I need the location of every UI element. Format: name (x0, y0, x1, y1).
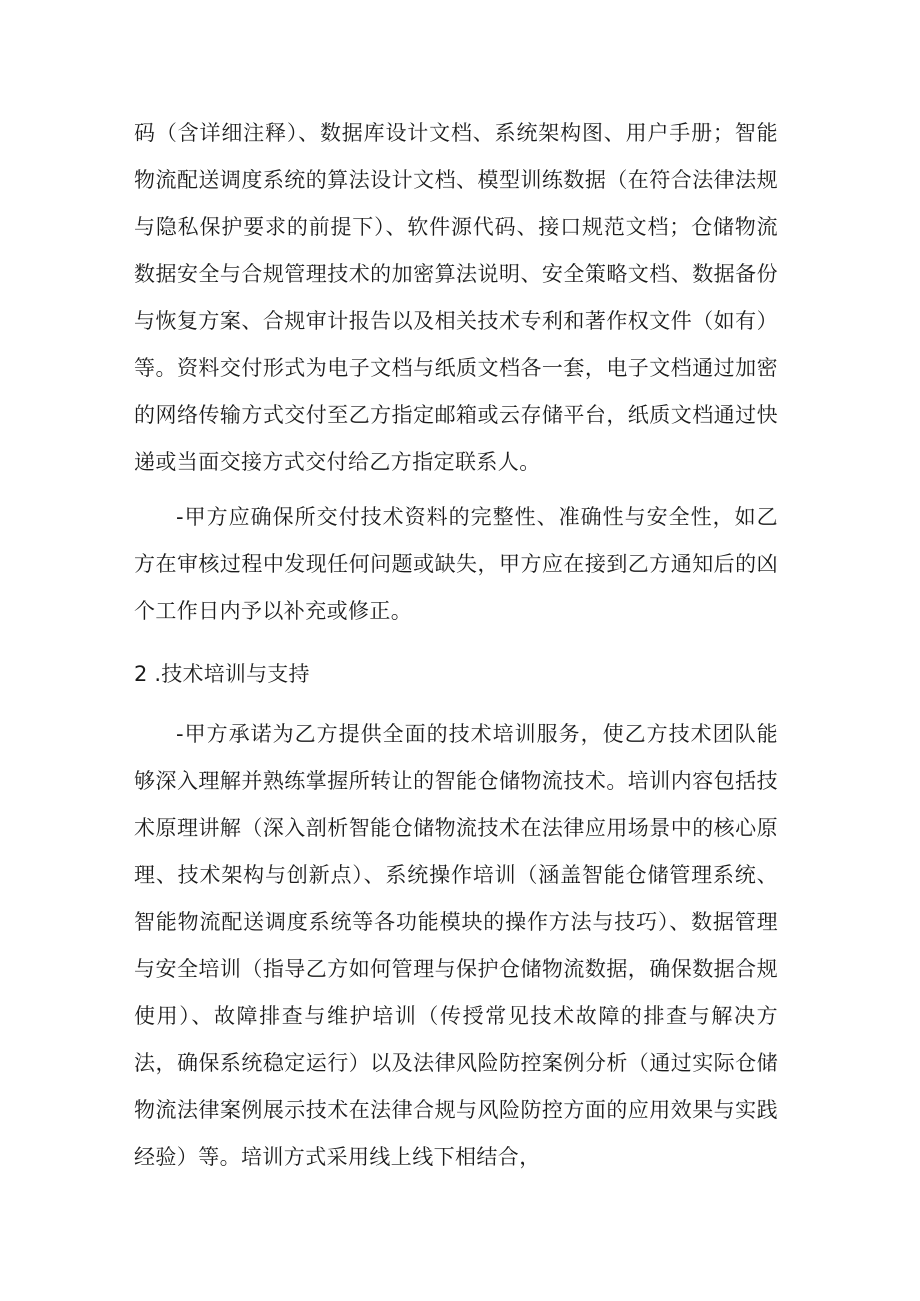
paragraph-completeness-clause: -甲方应确保所交付技术资料的完整性、准确性与安全性，如乙方在审核过程中发现任何问题或缺失，甲方应在接到乙方通知后的凶个工作日内予以补充或修正。 (134, 505, 778, 623)
paragraph-training-commitment: -甲方承诺为乙方提供全面的技术培训服务，使乙方技术团队能够深入理解并熟练掌握所转让的智能仓储物流技术。培训内容包括技术原理讲解（深入剖析智能仓储物流技术在法律应用场景中的核心原理、技术架构与创新点）、系统操作培训（涵盖智能仓储管理系统、智能物流配送调度系统等各功能模块的操作方法与技巧）、数据管理与安全培训（指导乙方如何管理与保护仓储物流数据，确保数据合规使用）、故障排查与维护培训（传授常见技术故障的排查与解决方法，确保系统稳定运行）以及法律风险防控案例分析（通过实际仓储物流法律案例展示技术在法律合规与风险防控方面的应用效果与实践经验）等。培训方式采用线上线下相结合， (134, 722, 778, 1169)
paragraph-deliverables-continued: 码（含详细注释）、数据库设计文档、系统架构图、用户手册；智能物流配送调度系统的算法设计文档、模型训练数据（在符合法律法规与隐私保护要求的前提下）、软件源代码、接口规范文档；仓储物流数据安全与合规管理技术的加密算法说明、安全策略文档、数据备份与恢复方案、合规审计报告以及相关技术专利和著作权文件（如有）等。资料交付形式为电子文档与纸质文档各一套，电子文档通过加密的网络传输方式交付至乙方指定邮箱或云存储平台，纸质文档通过快递或当面交接方式交付给乙方指定联系人。 (134, 121, 778, 474)
section-heading-training: 2 .技术培训与支持 (134, 662, 310, 686)
